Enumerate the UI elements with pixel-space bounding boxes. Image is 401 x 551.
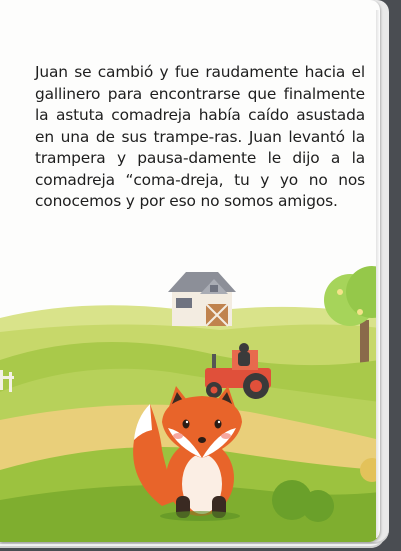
story-text: Juan se cambió y fue raudamente hacia el gallinero para encontrarse que finalmente la astuta comadreja había caído asustada en una de sus trampe-ras. Juan levantó la trampera y pausa-damente le dijo a la comadreja “coma-dreja, tu y yo no nos conocemos y por eso no somos amigos. — [35, 63, 365, 210]
farmhouse-icon — [168, 272, 236, 326]
page-edge — [376, 10, 380, 538]
farmer-icon — [238, 343, 250, 366]
